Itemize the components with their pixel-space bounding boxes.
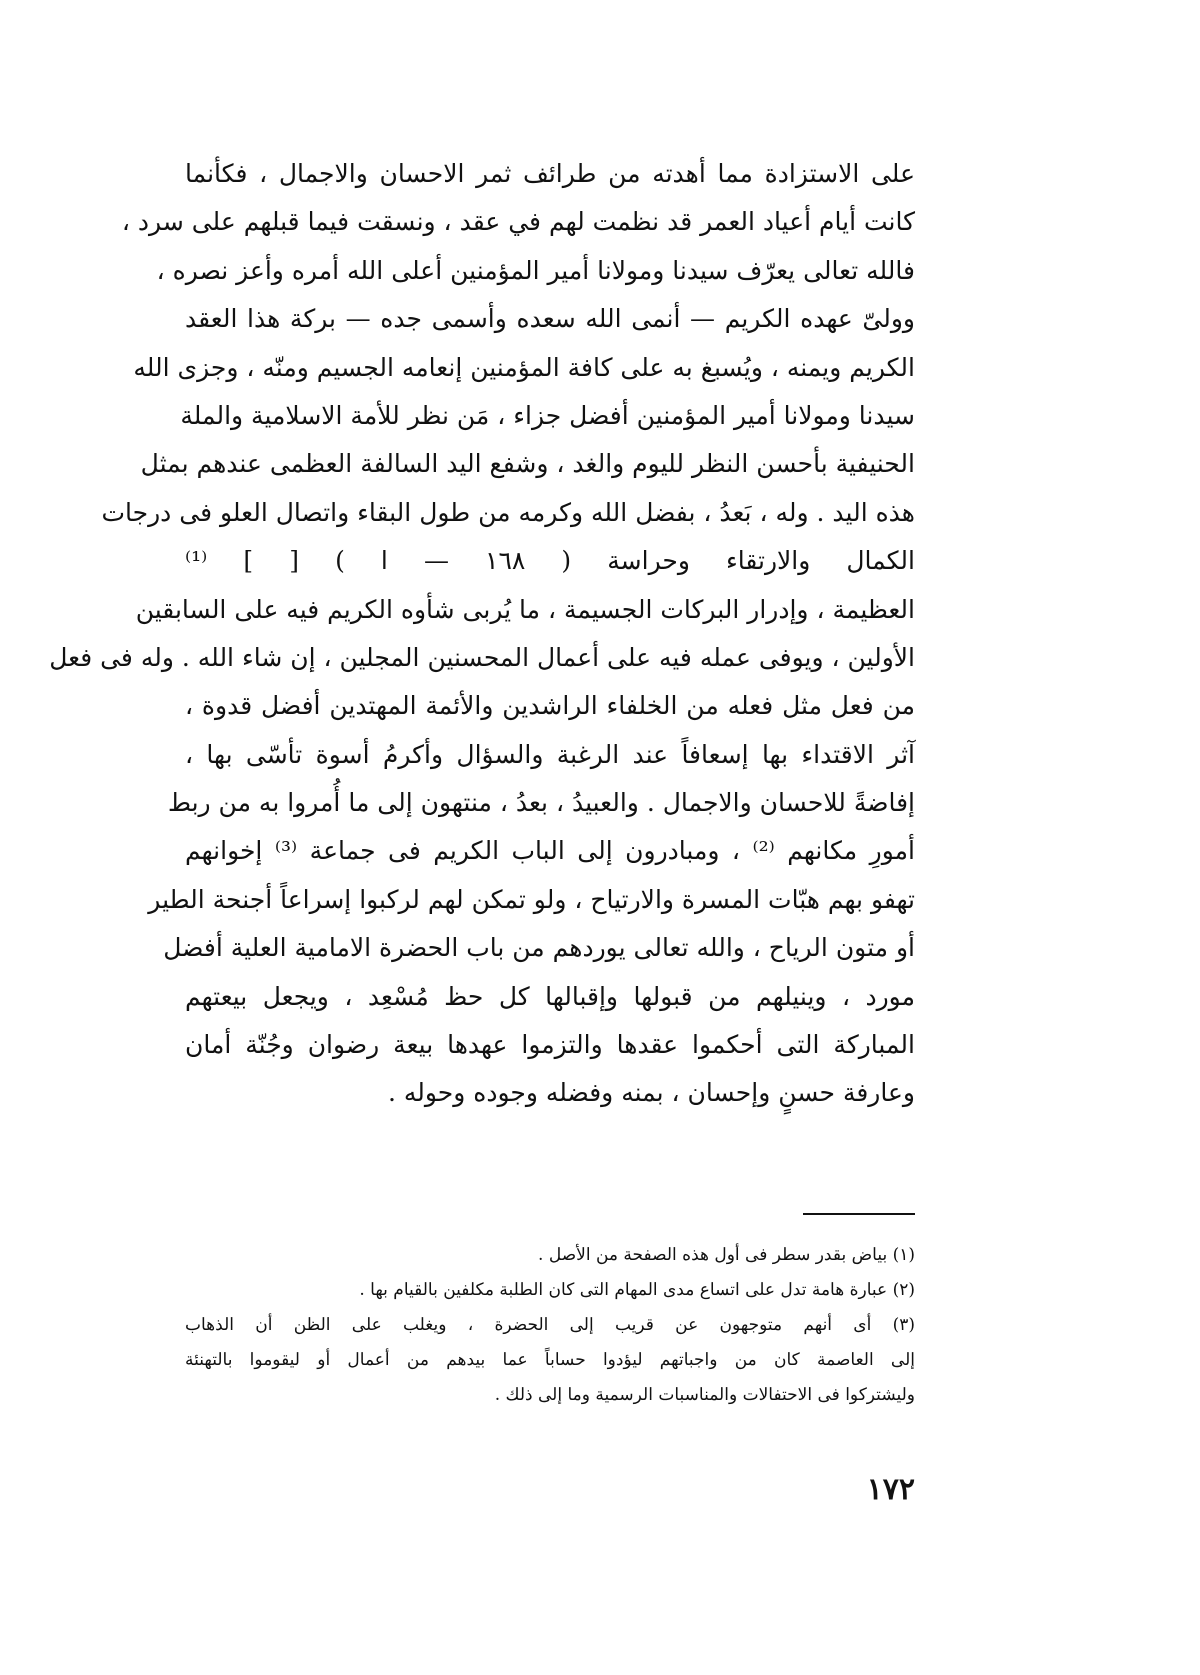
body-line: مورد ، وينيلهم من قبولها وإقبالها كل حظ مُسْعِد ، ويجعل بيعتهم [185,981,915,1011]
body-line: أمورِ مكانهم ⁽²⁾ ، ومبادرون إلى الباب الكريم فى جماعة ⁽³⁾ إخوانهم [185,836,915,866]
body-line: المباركة التى أحكموا عقدها والتزموا عهدها بيعة رضوان وجُنّة أمان [185,1030,915,1060]
footnote-3-continued: إلى العاصمة كان من واجباتهم ليؤدوا حساباً عما بيدهم من أعمال أو ليقوموا بالتهنئة [185,1350,915,1370]
body-line: فالله تعالى يعرّف سيدنا ومولانا أمير المؤمنين أعلى الله أمره وأعز نصره ، [156,255,915,285]
body-line: وعارفة حسنٍ وإحسان ، بمنه وفضله وجوده وحوله . [387,1078,915,1108]
body-line: سيدنا ومولانا أمير المؤمنين أفضل جزاء ، مَن نظر للأمة الاسلامية والملة [180,400,915,430]
body-line: الأولين ، ويوفى عمله فيه على أعمال المحسنين المجلين ، إن شاء الله . وله فى فعل [49,642,915,672]
body-line: العظيمة ، وإدرار البركات الجسيمة ، ما يُربى شأوه الكريم فيه على السابقين [135,594,915,624]
body-line: هذه اليد . وله ، بَعدُ ، بفضل الله وكرمه من طول البقاء واتصال العلو فى درجات [101,497,915,527]
footnote-separator [803,1213,915,1215]
body-text [49,150,915,1118]
body-line: الكريم ويمنه ، ويُسبغ به على كافة المؤمنين إنعامه الجسيم ومنّه ، وجزى الله [133,352,915,382]
body-line: إفاضةً للاحسان والاجمال . والعبيدُ ، بعدُ ، منتهون إلى ما أُمروا به من ربط [167,788,915,818]
body-line: كانت أيام أعياد العمر قد نظمت لهم في عقد ، ونسقت فيما قبلهم على سرد ، [121,207,915,237]
body-line: الحنيفية بأحسن النظر لليوم والغد ، وشفع اليد السالفة العظمى عندهم بمثل [140,449,915,479]
page-number: ١٧٢ [866,1472,915,1507]
footnote-2: (٢) عبارة هامة تدل على اتساع مدى المهام التى كان الطلبة مكلفين بالقيام بها . [359,1280,915,1300]
body-line: آثر الاقتداء بها إسعافاً عند الرغبة والسؤال وأكرمُ أسوة تأسّى بها ، [185,739,915,769]
body-line: من فعل مثل فعله من الخلفاء الراشدين والأئمة المهتدين أفضل قدوة ، [185,691,915,721]
footnote-1: (١) بياض بقدر سطر فى أول هذه الصفحة من الأصل . [538,1245,915,1265]
body-line: الكمال والارتقاء وحراسة ( ١٦٨ — ا ) [ ] ⁽¹⁾ [185,546,915,576]
body-line: أو متون الرياح ، والله تعالى يوردهم من باب الحضرة الامامية العلية أفضل [163,933,915,963]
body-line: تهفو بهم هبّات المسرة والارتياح ، ولو تمكن لهم لركبوا إسراعاً أجنحة الطير [148,884,915,914]
footnotes [185,1238,915,1413]
body-line: على الاستزادة مما أهدته من طرائف ثمر الاحسان والاجمال ، فكأنما [185,159,915,188]
footnote-3-continued: وليشتركوا فى الاحتفالات والمناسبات الرسمية وما إلى ذلك . [494,1385,915,1405]
body-line: وولىّ عهده الكريم — أنمى الله سعده وأسمى جده — بركة هذا العقد [185,304,915,334]
footnote-3: (٣) أى أنهم متوجهون عن قريب إلى الحضرة ، ويغلب على الظن أن الذهاب [185,1315,915,1335]
